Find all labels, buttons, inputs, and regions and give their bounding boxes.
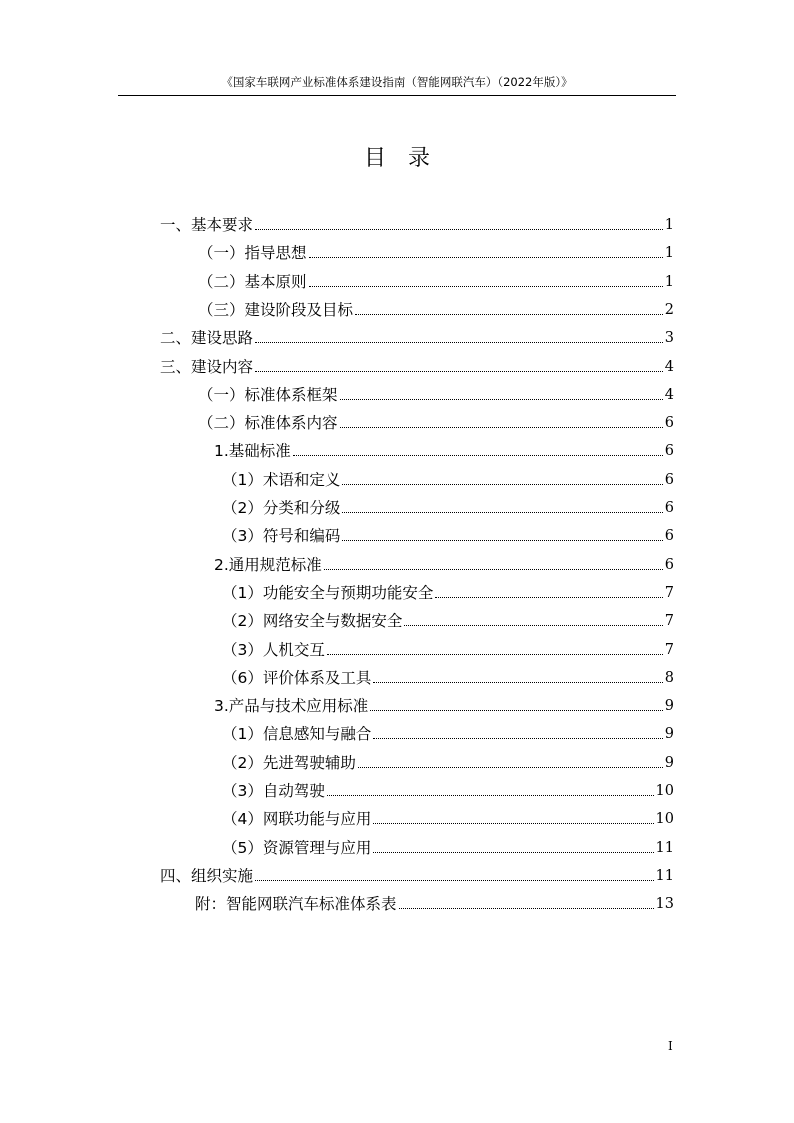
toc-entry[interactable] bbox=[214, 440, 674, 462]
toc-entry-label: 四、组织实施 bbox=[160, 866, 254, 885]
toc-entry[interactable] bbox=[222, 497, 674, 519]
toc-leader bbox=[309, 286, 663, 287]
toc-entry-label: （5）资源管理与应用 bbox=[222, 838, 372, 857]
toc-entry-label: （1）术语和定义 bbox=[222, 470, 341, 489]
toc-leader bbox=[373, 682, 662, 683]
toc-leader bbox=[370, 710, 662, 711]
toc-entry[interactable] bbox=[222, 837, 674, 859]
toc-entry-page: 9 bbox=[664, 754, 674, 771]
toc-entry-page: 10 bbox=[655, 811, 674, 828]
toc-entry-page: 11 bbox=[655, 839, 674, 856]
toc-entry-page: 11 bbox=[655, 867, 674, 884]
toc-entry-page: 1 bbox=[664, 245, 674, 262]
toc-entry[interactable] bbox=[222, 525, 674, 547]
toc-entry[interactable] bbox=[160, 214, 674, 236]
toc-entry[interactable] bbox=[222, 639, 674, 661]
toc-entry-label: （三）建设阶段及目标 bbox=[198, 300, 354, 319]
toc-entry-label: 3.产品与技术应用标准 bbox=[214, 697, 369, 716]
toc-entry-page: 1 bbox=[664, 273, 674, 290]
toc-entry-label: （3）自动驾驶 bbox=[222, 782, 325, 800]
toc-entry-label: （1）信息感知与融合 bbox=[222, 725, 372, 744]
toc-entry-page: 6 bbox=[664, 443, 674, 460]
toc-leader bbox=[255, 880, 654, 881]
toc-entry-label: （2）分类和分级 bbox=[222, 499, 341, 517]
toc-entry[interactable] bbox=[160, 865, 674, 887]
toc-entry[interactable] bbox=[198, 299, 674, 321]
toc-leader bbox=[324, 569, 663, 570]
toc-entry-page: 3 bbox=[664, 330, 674, 347]
toc-entry-label: （3）人机交互 bbox=[222, 640, 325, 659]
toc-leader bbox=[340, 399, 663, 400]
toc-entry-page: 1 bbox=[664, 217, 674, 233]
toc-entry-page: 9 bbox=[664, 698, 674, 715]
toc-entry[interactable] bbox=[214, 554, 674, 576]
toc-entry-page: 7 bbox=[664, 641, 674, 658]
toc-entry[interactable] bbox=[198, 271, 674, 293]
toc-entry-page: 2 bbox=[664, 301, 674, 318]
toc-entry-label: 附：智能网联汽车标准体系表 bbox=[195, 895, 397, 914]
toc-entry-label: （3）符号和编码 bbox=[222, 527, 341, 546]
toc-leader bbox=[404, 625, 662, 626]
toc-entry[interactable] bbox=[160, 356, 674, 378]
toc-entry-page: 7 bbox=[664, 613, 674, 630]
toc-leader bbox=[373, 823, 653, 824]
toc-entry-label: 2.通用规范标准 bbox=[214, 555, 322, 574]
toc-entry-page: 4 bbox=[664, 386, 674, 403]
footer-page-number: I bbox=[668, 1039, 673, 1053]
toc-entry[interactable] bbox=[222, 610, 674, 632]
toc-entry-label: （一）指导思想 bbox=[198, 244, 307, 263]
toc-entry-label: （二）标准体系内容 bbox=[198, 414, 338, 433]
toc-entry[interactable] bbox=[222, 780, 674, 802]
toc-entry-label: 二、建设思路 bbox=[160, 329, 254, 348]
toc-entry-page: 6 bbox=[664, 556, 674, 573]
toc-entry-label: 一、基本要求 bbox=[160, 216, 254, 234]
toc-entry-page: 6 bbox=[664, 500, 674, 516]
toc-entry[interactable] bbox=[198, 242, 674, 264]
toc-leader bbox=[342, 512, 662, 513]
toc-leader bbox=[342, 540, 662, 541]
toc-entry-label: （1）功能安全与预期功能安全 bbox=[222, 583, 434, 602]
toc-entry-label: （一）标准体系框架 bbox=[198, 385, 338, 404]
toc-entry[interactable] bbox=[222, 582, 674, 604]
toc-leader bbox=[309, 257, 663, 258]
toc-entry[interactable] bbox=[222, 667, 674, 689]
toc-entry[interactable] bbox=[222, 723, 674, 745]
toc-leader bbox=[435, 597, 662, 598]
toc-entry-page: 4 bbox=[664, 358, 674, 375]
toc-entry-label: 三、建设内容 bbox=[160, 357, 254, 376]
toc-entry[interactable] bbox=[214, 695, 674, 717]
header-rule bbox=[118, 95, 676, 96]
toc-entry-label: （二）基本原则 bbox=[198, 272, 307, 291]
toc-entry-page: 8 bbox=[664, 669, 674, 686]
toc-leader bbox=[342, 484, 662, 485]
toc-entry[interactable] bbox=[198, 384, 674, 406]
toc-entry-page: 9 bbox=[664, 726, 674, 743]
toc-entry-page: 6 bbox=[664, 528, 674, 545]
toc-entry-label: （2）网络安全与数据安全 bbox=[222, 612, 403, 631]
toc-leader bbox=[358, 767, 663, 768]
toc-entry-label: 1.基础标准 bbox=[214, 442, 291, 461]
toc-leader bbox=[327, 795, 654, 796]
toc-leader bbox=[373, 738, 662, 739]
toc-entry[interactable] bbox=[198, 412, 674, 434]
toc-entry[interactable] bbox=[222, 808, 674, 830]
toc-entry-page: 10 bbox=[655, 783, 674, 799]
toc-entry-page: 6 bbox=[664, 471, 674, 488]
toc-leader bbox=[255, 342, 663, 343]
toc-entry-label: （2）先进驾驶辅助 bbox=[222, 753, 356, 772]
toc-entry[interactable] bbox=[222, 469, 674, 491]
toc-entry-page: 7 bbox=[664, 584, 674, 601]
toc-entry[interactable] bbox=[222, 752, 674, 774]
toc-leader bbox=[293, 455, 663, 456]
toc-entry-page: 6 bbox=[664, 415, 674, 432]
toc-entry-label: （4）网联功能与应用 bbox=[222, 810, 372, 829]
toc-entry[interactable] bbox=[195, 893, 674, 915]
toc-leader bbox=[340, 427, 663, 428]
running-header: 《国家车联网产业标准体系建设指南（智能网联汽车）（2022年版）》 bbox=[221, 75, 573, 89]
toc-entry-page: 13 bbox=[655, 896, 674, 913]
toc-leader bbox=[327, 654, 663, 655]
toc-leader bbox=[355, 314, 663, 315]
toc-leader bbox=[373, 852, 653, 853]
toc-entry[interactable] bbox=[160, 327, 674, 349]
toc-entry-label: （6）评价体系及工具 bbox=[222, 668, 372, 687]
toc-leader bbox=[255, 371, 663, 372]
toc-leader bbox=[399, 908, 654, 909]
toc-leader bbox=[255, 229, 663, 230]
page-title: 目录 bbox=[363, 146, 452, 171]
